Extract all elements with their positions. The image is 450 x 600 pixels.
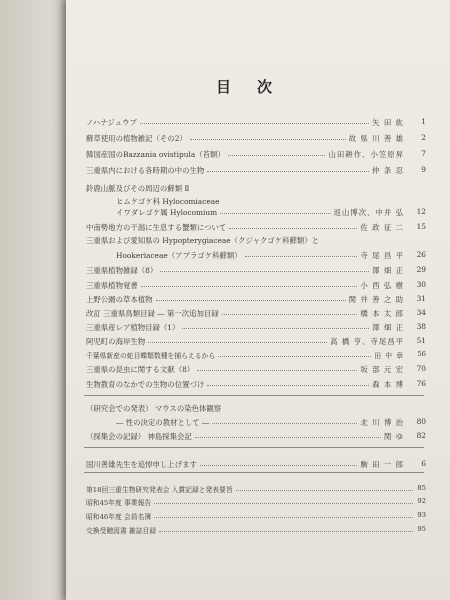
toc-entry-page: 9 bbox=[421, 165, 426, 174]
leader-dots bbox=[229, 228, 357, 230]
toc-entry-page: 26 bbox=[416, 250, 426, 259]
toc-entry bbox=[86, 417, 426, 429]
toc-entry-author: 橋 本 太 郎 bbox=[360, 309, 404, 318]
toc-entry bbox=[86, 484, 426, 496]
leader-dots bbox=[222, 314, 357, 316]
section-divider bbox=[84, 472, 424, 473]
toc-entry-title: 韓国産国のBazzania ovistipula（苔類） bbox=[86, 150, 225, 159]
leader-dots bbox=[190, 139, 346, 141]
toc-entry-title: 上野公園の草本植物 bbox=[86, 295, 153, 304]
toc-entry-page: 31 bbox=[416, 294, 426, 303]
leader-dots bbox=[218, 356, 371, 358]
toc-entry-title: ― 性の決定の教材として ― bbox=[116, 418, 210, 427]
leader-dots bbox=[140, 123, 369, 125]
toc-entry-author: 関 ゆ bbox=[383, 432, 404, 441]
toc-entry bbox=[86, 511, 426, 523]
leader-dots bbox=[148, 342, 327, 344]
page-title: 目次 bbox=[216, 78, 299, 96]
toc-entry-title: 阿児町の海岸生物 bbox=[86, 337, 146, 346]
toc-entry bbox=[86, 322, 426, 334]
toc-entry-page: 80 bbox=[416, 417, 426, 426]
toc-entry bbox=[86, 165, 426, 177]
toc-entry-author: 駒 田 一 郎 bbox=[360, 460, 404, 469]
toc-entry-title: ノハナジュウブ bbox=[86, 118, 137, 127]
toc-entry-page: 38 bbox=[416, 322, 426, 331]
toc-entry bbox=[86, 149, 426, 161]
toc-entry bbox=[86, 364, 426, 376]
toc-entry-page: 2 bbox=[421, 133, 426, 142]
toc-entry-page: 30 bbox=[416, 280, 426, 289]
toc-entry-author: 澤 畑 正 bbox=[372, 266, 404, 275]
leader-dots bbox=[160, 271, 369, 273]
toc-entry bbox=[86, 525, 426, 537]
toc-entry-author: 返山博次、中井 弘 bbox=[333, 208, 404, 217]
toc-entry-page: 34 bbox=[416, 308, 426, 317]
toc-entry-title: イワダレゴケ属 Hylocomium bbox=[116, 208, 218, 217]
leader-dots bbox=[154, 503, 413, 505]
toc-entry bbox=[86, 403, 426, 415]
toc-entry-author: 山田耕作、小笠原昇 bbox=[328, 150, 404, 159]
toc-entry bbox=[86, 431, 426, 443]
toc-entry bbox=[86, 308, 426, 320]
toc-entry-page: 7 bbox=[421, 149, 426, 158]
toc-entry-page: 82 bbox=[416, 431, 426, 440]
toc-entry-page: 1 bbox=[421, 117, 426, 126]
toc-entry-title: 蘚草使用の植物雑記（その2） bbox=[86, 134, 187, 143]
toc-entry-page: 93 bbox=[417, 511, 426, 519]
toc-entry-title: 三重県植物雑録（8） bbox=[86, 266, 158, 275]
toc-entry-author: 田 中 章 bbox=[374, 352, 404, 360]
toc-entry-title: 生物教育のなかでの生物の位置づけ bbox=[86, 380, 205, 389]
toc-entry-author: 関 井 善 之 助 bbox=[348, 295, 404, 304]
toc-entry-page: 92 bbox=[417, 497, 426, 505]
toc-entry-author: 森 本 博 bbox=[372, 380, 404, 389]
toc-entry-author: 矢 田 紘 bbox=[372, 118, 404, 127]
toc-entry bbox=[86, 294, 426, 306]
toc-entry bbox=[86, 207, 426, 219]
toc-entry bbox=[86, 379, 426, 391]
toc-entry-title: （研究会での発表） マウスの染色体観察 bbox=[86, 404, 222, 413]
toc-entry-title: 交換受贈図書 雑誌目録 bbox=[86, 527, 157, 535]
section-divider bbox=[84, 395, 424, 396]
leader-dots bbox=[197, 370, 357, 372]
toc-entry-page: 85 bbox=[417, 484, 426, 492]
leader-dots bbox=[207, 171, 369, 173]
section-divider bbox=[84, 447, 424, 448]
toc-entry bbox=[86, 250, 426, 262]
toc-entry-title: 鈴鹿山脈及びその周辺の蘚類 Ⅱ bbox=[86, 184, 190, 193]
leader-dots bbox=[228, 155, 325, 157]
leader-dots bbox=[200, 465, 357, 467]
leader-dots bbox=[236, 490, 413, 492]
toc-entry bbox=[86, 222, 426, 234]
toc-entry-page: 51 bbox=[416, 336, 426, 345]
toc-entry-title: 第18回三重生物研究発表会 入賞記録と発表要旨 bbox=[86, 486, 233, 494]
toc-entry-author: 寺 尾 昌 平 bbox=[360, 251, 404, 260]
leader-dots bbox=[156, 300, 346, 302]
toc-entry-page: 15 bbox=[416, 222, 426, 231]
toc-entry bbox=[86, 459, 426, 471]
toc-entry-title: 三重県産レア植物目録（1） bbox=[86, 323, 180, 332]
leader-dots bbox=[182, 328, 369, 330]
toc-entry-author: 佐 政 征 二 bbox=[360, 223, 404, 232]
toc-entry-title: 昭和46年度 会員名簿 bbox=[86, 513, 152, 521]
toc-entry-title: 三重県および愛知県の Hypopterygiaceae（クジャクゴケ科蘚類）と bbox=[86, 236, 320, 245]
toc-entry-page: 76 bbox=[416, 379, 426, 388]
toc-entry bbox=[86, 350, 426, 362]
toc-entry-title: 三重県内における各時期の中の生物 bbox=[86, 166, 205, 175]
toc-entry-author: 澤 畑 正 bbox=[372, 323, 404, 332]
toc-entry-title: 国川善雄先生を追悼申し上げます bbox=[86, 460, 197, 469]
leader-dots bbox=[207, 385, 369, 387]
toc-entry-title: 千葉県新産の蛇目蝶類数種を捕らえるから bbox=[86, 352, 216, 360]
leader-dots bbox=[195, 437, 381, 439]
toc-entry-page: 56 bbox=[417, 350, 426, 358]
toc-entry-author: 坂 部 元 宏 bbox=[360, 365, 404, 374]
toc-entry-page: 12 bbox=[416, 207, 426, 216]
toc-entry-page: 29 bbox=[416, 265, 426, 274]
toc-entry-page: 95 bbox=[417, 525, 426, 533]
toc-entry-title: 改訂 三重県鳥類目録 ― 第一次追加目録 bbox=[86, 309, 219, 318]
toc-entry-author: 北 川 博 治 bbox=[360, 418, 404, 427]
toc-entry bbox=[86, 280, 426, 292]
toc-entry-author: 高 橋 亨、寺尾昌平 bbox=[330, 337, 404, 346]
toc-entry-author: 故 県 川 善 雄 bbox=[348, 134, 404, 143]
toc-entry-title: 中南勢地方の干潟に生息する蟹類について bbox=[86, 223, 227, 232]
toc-entry bbox=[86, 183, 426, 195]
leader-dots bbox=[159, 531, 413, 533]
toc-entry-title: （採集会の記録） 神島採集会記 bbox=[86, 432, 192, 441]
leader-dots bbox=[154, 517, 413, 519]
toc-entry-author: 仲 条 忍 bbox=[372, 166, 404, 175]
toc-entry-title: ヒムケゴケ科 Hylocomiaceae bbox=[116, 197, 220, 206]
leader-dots bbox=[220, 213, 331, 215]
leader-dots bbox=[141, 286, 357, 288]
leader-dots bbox=[245, 256, 357, 258]
toc-entry bbox=[86, 265, 426, 277]
toc-entry-author: 小 西 弘 樹 bbox=[360, 281, 404, 290]
toc-entry bbox=[86, 336, 426, 348]
toc-entry bbox=[86, 133, 426, 145]
toc-entry-title: 昭和45年度 事業報告 bbox=[86, 499, 152, 507]
toc-entry bbox=[86, 497, 426, 509]
toc-entry-page: 6 bbox=[421, 459, 426, 468]
toc-page bbox=[66, 0, 450, 600]
toc-entry-title: Hookeriaceae（アブラゴケ科蘚類） bbox=[116, 251, 242, 260]
toc-entry bbox=[86, 235, 426, 247]
toc-entry bbox=[86, 117, 426, 129]
toc-entry-page: 70 bbox=[416, 364, 426, 373]
toc-entry-title: 三重県植物覚書 bbox=[86, 281, 138, 290]
toc-entry-title: 三重県の昆虫に関する文献（8） bbox=[86, 365, 195, 374]
leader-dots bbox=[212, 423, 357, 425]
